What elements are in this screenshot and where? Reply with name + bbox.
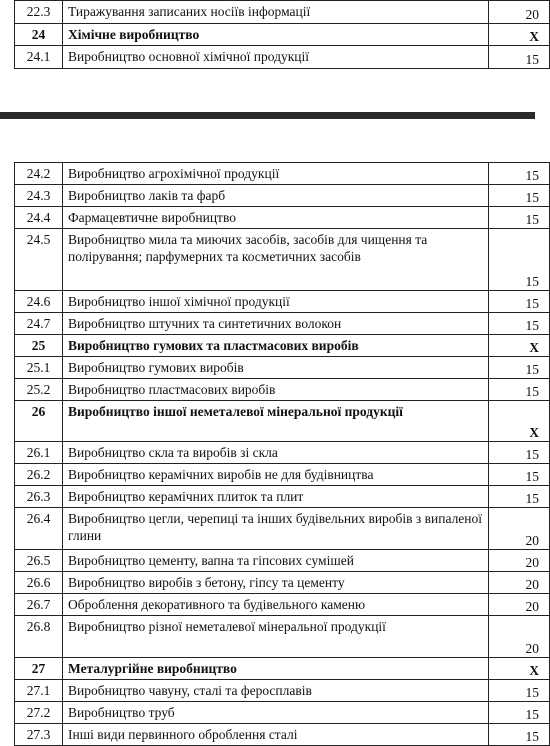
top-table (14, 0, 550, 69)
row-code: 25.1 (15, 357, 63, 379)
row-code: 26 (15, 401, 63, 442)
row-name: Виробництво штучних та синтетичних волокон (63, 313, 489, 335)
row-code: 26.6 (15, 572, 63, 594)
row-value: 20 (489, 550, 550, 572)
row-value: 20 (489, 508, 550, 550)
row-value: 20 (489, 572, 550, 594)
row-name: Оброблення декоративного та будівельного каменю (63, 594, 489, 616)
row-code: 26.2 (15, 464, 63, 486)
row-name: Виробництво основної хімічної продукції (63, 46, 489, 69)
page-break-bar (0, 112, 535, 119)
row-code: 24.2 (15, 163, 63, 185)
table-row (15, 185, 550, 207)
row-name: Виробництво іншої хімічної продукції (63, 291, 489, 313)
row-code: 24.6 (15, 291, 63, 313)
row-code: 24.5 (15, 229, 63, 291)
table-row (15, 357, 550, 379)
section-row (15, 335, 550, 357)
row-value: 15 (489, 185, 550, 207)
row-name: Виробництво керамічних плиток та плит (63, 486, 489, 508)
row-name: Виробництво мила та миючих засобів, засобів для чищення та полірування; парфумерних та косметичних засобів (63, 229, 489, 291)
section-row (15, 401, 550, 442)
row-code: 25 (15, 335, 63, 357)
row-value: 15 (489, 680, 550, 702)
table-row (15, 594, 550, 616)
row-value: 15 (489, 313, 550, 335)
row-name: Інші види первинного оброблення сталі (63, 724, 489, 746)
row-code: 26.3 (15, 486, 63, 508)
section-row (15, 658, 550, 680)
row-name: Виробництво пластмасових виробів (63, 379, 489, 401)
row-name: Виробництво цегли, черепиці та інших будівельних виробів з випаленої глини (63, 508, 489, 550)
row-code: 24.3 (15, 185, 63, 207)
table-row (15, 508, 550, 550)
bottom-table (14, 162, 550, 746)
row-name: Виробництво чавуну, сталі та феросплавів (63, 680, 489, 702)
row-code: 27.1 (15, 680, 63, 702)
row-code: 26.4 (15, 508, 63, 550)
row-code: 24.4 (15, 207, 63, 229)
row-name: Виробництво труб (63, 702, 489, 724)
row-name: Виробництво цементу, вапна та гіпсових сумішей (63, 550, 489, 572)
row-name: Виробництво лаків та фарб (63, 185, 489, 207)
row-value: 15 (489, 464, 550, 486)
row-name: Виробництво іншої неметалевої мінеральної продукції (63, 401, 489, 442)
row-value: 15 (489, 442, 550, 464)
row-value: 15 (489, 46, 550, 69)
table-row (15, 572, 550, 594)
row-code: 26.1 (15, 442, 63, 464)
row-code: 26.5 (15, 550, 63, 572)
table-row (15, 724, 550, 746)
row-code: 25.2 (15, 379, 63, 401)
row-value: 15 (489, 229, 550, 291)
row-value: Х (489, 335, 550, 357)
row-code: 27.2 (15, 702, 63, 724)
row-value: 15 (489, 486, 550, 508)
row-value: 20 (489, 594, 550, 616)
table-row (15, 486, 550, 508)
row-name: Тиражування записаних носіїв інформації (63, 1, 489, 24)
row-name: Хімічне виробництво (63, 24, 489, 46)
row-code: 27 (15, 658, 63, 680)
row-value: 15 (489, 163, 550, 185)
table-row (15, 291, 550, 313)
row-code: 24 (15, 24, 63, 46)
row-code: 22.3 (15, 1, 63, 24)
row-name: Виробництво виробів з бетону, гіпсу та цементу (63, 572, 489, 594)
table-row (15, 616, 550, 658)
row-name: Виробництво гумових та пластмасових виробів (63, 335, 489, 357)
row-name: Фармацевтичне виробництво (63, 207, 489, 229)
table-row (15, 313, 550, 335)
row-name: Виробництво керамічних виробів не для будівництва (63, 464, 489, 486)
row-name: Виробництво агрохімічної продукції (63, 163, 489, 185)
table-row (15, 464, 550, 486)
row-value: 15 (489, 702, 550, 724)
row-code: 24.1 (15, 46, 63, 69)
row-name: Виробництво різної неметалевої мінеральної продукції (63, 616, 489, 658)
table-row (15, 680, 550, 702)
row-name: Виробництво скла та виробів зі скла (63, 442, 489, 464)
table-row (15, 702, 550, 724)
table-row (15, 46, 550, 69)
table-row (15, 229, 550, 291)
row-name: Виробництво гумових виробів (63, 357, 489, 379)
table-row (15, 207, 550, 229)
row-value: 15 (489, 379, 550, 401)
table-row (15, 379, 550, 401)
section-row (15, 24, 550, 46)
row-value: 20 (489, 616, 550, 658)
row-value: 15 (489, 207, 550, 229)
row-value: 20 (489, 1, 550, 24)
row-value: Х (489, 401, 550, 442)
row-value: Х (489, 24, 550, 46)
table-row (15, 163, 550, 185)
row-value: 15 (489, 724, 550, 746)
row-code: 24.7 (15, 313, 63, 335)
row-code: 26.8 (15, 616, 63, 658)
row-value: 15 (489, 291, 550, 313)
table-row (15, 442, 550, 464)
row-value: Х (489, 658, 550, 680)
table-row (15, 550, 550, 572)
table-row (15, 1, 550, 24)
row-name: Металургійне виробництво (63, 658, 489, 680)
row-code: 26.7 (15, 594, 63, 616)
row-value: 15 (489, 357, 550, 379)
row-code: 27.3 (15, 724, 63, 746)
